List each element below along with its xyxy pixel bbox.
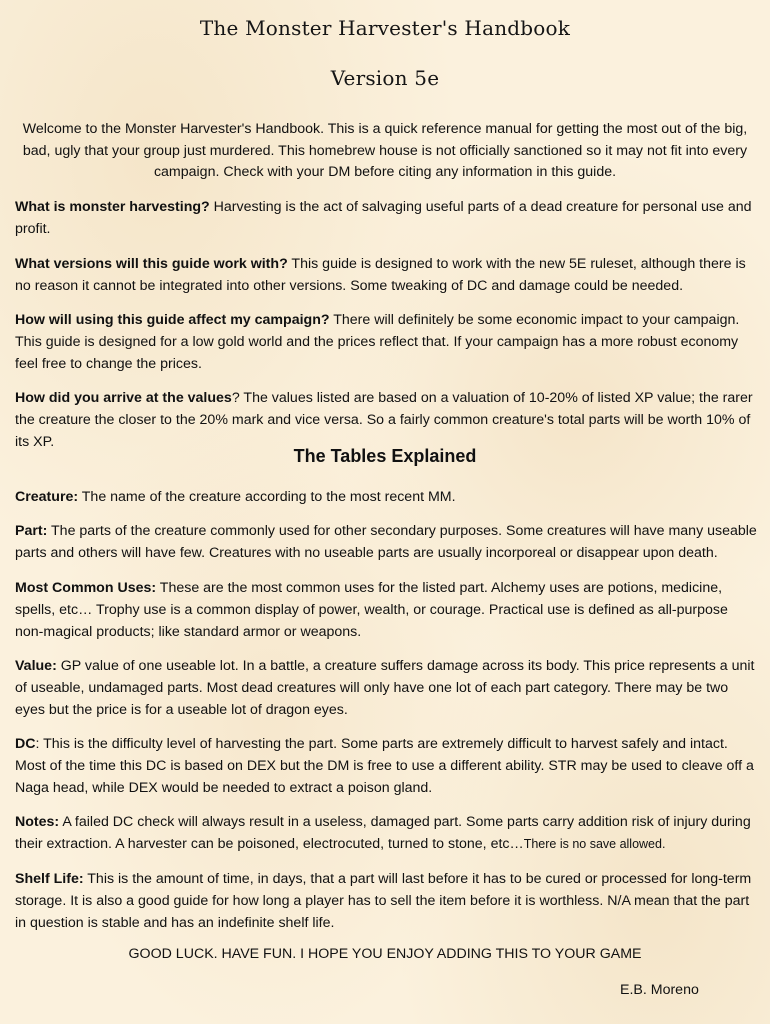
faq-item [15, 253, 760, 297]
definition-item [15, 868, 760, 934]
definition-item [15, 520, 760, 564]
faq-answer: This guide is designed to work with the new 5E ruleset, although there is no reason it cannot be integrated into other versions. Some tweaking of DC and damage could be needed. [15, 256, 746, 294]
definition-term: Part: [15, 523, 48, 539]
faq-question: How will using this guide affect my campaign? [15, 312, 330, 328]
definition-note: There is no save allowed. [523, 837, 666, 851]
faq-question: What versions will this guide work with? [15, 256, 288, 272]
faq-answer: ? The values listed are based on a valuation of 10-20% of listed XP value; the rarer the creature the closer to the 20% mark and vice versa. So a fairly common creature's total parts will be worth 10% of its XP. [15, 390, 753, 450]
definition-text: The parts of the creature commonly used for other secondary purposes. Some creatures will have many useable parts and others will have few. Creatures with no useable parts are usually incorporeal or disappear upon death. [15, 523, 757, 561]
definition-item [15, 655, 760, 721]
author-name: E.B. Moreno [620, 982, 699, 998]
section-heading: The Tables Explained [293, 446, 477, 466]
definition-text: A failed DC check will always result in a useless, damaged part. Some parts carry addition risk of injury during their extraction. A harvester can be poisoned, electrocuted, turned to stone, etc… [15, 814, 751, 852]
definition-term: Creature: [15, 489, 79, 505]
document-version: Version 5e [330, 66, 440, 90]
definition-term: Value: [15, 658, 57, 674]
definition-item [15, 486, 760, 508]
faq-answer: Harvesting is the act of salvaging useful parts of a dead creature for personal use and profit. [15, 199, 752, 237]
document-title: The Monster Harvester's Handbook [199, 16, 571, 40]
definition-item [15, 577, 760, 643]
faq-item [15, 309, 760, 375]
closing-line: GOOD LUCK. HAVE FUN. I HOPE YOU ENJOY ADDING THIS TO YOUR GAME [128, 946, 642, 962]
definition-text: : This is the difficulty level of harvesting the part. Some parts are extremely difficult to harvest safely and intact. Most of the time this DC is based on DEX but the DM is free to use a different ability. STR may be used to cleave off a Naga head, while DEX would be needed to extract a poison gland. [15, 736, 754, 796]
faq-item [15, 196, 760, 240]
intro-paragraph: Welcome to the Monster Harvester's Handbook. This is a quick reference manual for getting the most out of the big, bad, ugly that your group just murdered. This homebrew house is not officially sanctioned so it may not fit into every campaign. Check with your DM before citing any information in this guide. [22, 121, 748, 180]
definition-text: GP value of one useable lot. In a battle, a creature suffers damage across its body. This price represents a unit of useable, undamaged parts. Most dead creatures will only have one lot of each part category. There may be two eyes but the price is for a useable lot of dragon eyes. [15, 658, 755, 718]
definition-text: This is the amount of time, in days, that a part will last before it has to be cured or processed for long-term storage. It is also a good guide for how long a player has to sell the item before it is worthless. N/A mean that the part in question is stable and has an indefinite shelf life. [15, 871, 752, 931]
faq-answer: There will definitely be some economic impact to your campaign. This guide is designed for a low gold world and the prices reflect that. If your campaign has a more robust economy feel free to change the prices. [15, 312, 740, 372]
definition-item [15, 811, 760, 855]
definition-term: Most Common Uses: [15, 580, 157, 596]
faq-question: How did you arrive at the values [15, 390, 232, 406]
definition-term: DC [15, 736, 36, 752]
faq-question: What is monster harvesting? [15, 199, 210, 215]
definition-text: These are the most common uses for the listed part. Alchemy uses are potions, medicine, spells, etc… Trophy use is a common display of power, wealth, or courage. Practical use is defined as all-purpose non-magical products; like standard armor or weapons. [15, 580, 728, 640]
faq-item [15, 387, 760, 453]
definition-item [15, 733, 760, 799]
definition-text: The name of the creature according to the most recent MM. [78, 489, 456, 505]
definition-term: Notes: [15, 814, 60, 830]
definition-term: Shelf Life: [15, 871, 84, 887]
